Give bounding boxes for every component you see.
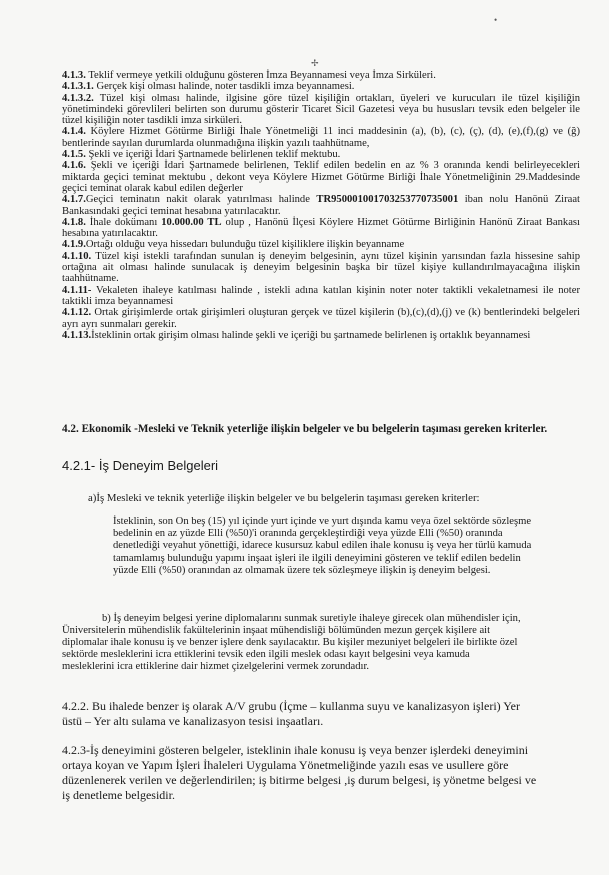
criteria-line: yüzde Elli (%50) oranından az olmamak üzere tek sözleşmeye ilişkin iş deneyim belgesi. [113, 564, 491, 576]
paragraph-4-2-2-line: 4.2.2. Bu ihalede benzer iş olarak A/V grubu (İçme – kullanma suyu ve kanalizasyon işleri) Yer [62, 699, 520, 713]
paragraph-b [62, 613, 580, 673]
scan-dot-mark: • [494, 15, 498, 25]
paragraph-4-2-2 [62, 699, 582, 729]
stamp-mark: ✢ [311, 58, 319, 68]
paragraph-4-2-3 [62, 743, 582, 803]
criteria-line: tamamlamış bulunduğu yapımı inşaat işleri ile ilgili deneyimini gösteren ve teklif edilen bedelin [113, 552, 521, 564]
item-4-1-4: 4.1.4. Köylere Hizmet Götürme Birliği İhale Yönetmeliği 11 inci maddesinin (a), (b), (c), (ç), (d), (e),(f),(g) ve (ğ) bentlerinde sayılan durumlarda olunmadığına ilişkin yazılı taahhütname, [62, 126, 580, 149]
section-4-2-1-heading: 4.2.1- İş Deneyim Belgeleri [62, 458, 219, 473]
paragraph-b-line: b) İş deneyim belgesi yerine diplomalarını sunmak suretiyle ihaleye girecek olan mühendisler için, [102, 613, 521, 624]
experience-criteria-block [113, 516, 569, 577]
item-4-1-11: 4.1.11- Vekaleten ihaleye katılması halinde , istekli adına katılan kişinin noter noter taktikli vekaletnamesi ile noter taktikli imza beyannamesi [62, 284, 580, 307]
section-4-2-heading: 4.2. Ekonomik -Mesleki ve Teknik yeterliğe ilişkin belgeler ve bu belgelerin taşıması gereken kriterler. [62, 423, 548, 435]
item-4-1-7: 4.1.7.Geçici teminatın nakit olarak yatırılması halinde TR950001001703253770735001 iban nolu Hanönü Ziraat Bankasındaki geçici teminat hesabına yatırılacaktır. [62, 194, 580, 217]
criteria-line: denetlediği veyahut yönettiği, idarece kusursuz kabul edilen ihale konusu iş veya her türlü kamuda [113, 540, 532, 552]
paragraph-4-2-3-line: iş denetleme belgesidir. [62, 788, 175, 802]
criteria-line: İsteklinin, son On beş (15) yıl içinde yurt içinde ve yurt dışında kamu veya özel sektörde sözleşme [113, 516, 532, 527]
item-4-1-9: 4.1.9.Ortağı olduğu veya hissedarı bulunduğu tüzel kişiliklere ilişkin beyanname [62, 239, 405, 251]
paragraph-4-2-3-line: ortaya koyan ve Yapım İşleri İhaleleri Uygulama Yönetmeliğinde yazılı esas ve usullere göre [62, 758, 509, 772]
item-4-1-3-1: 4.1.3.1. Gerçek kişi olması halinde, noter tasdikli imza beyannamesi. [62, 81, 355, 93]
criteria-line: bedelinin en az yüzde Elli (%50)'i oranında gerçekleştirdiği veya yüzde Elli (%50) oranında [113, 528, 503, 540]
item-4-1-3: 4.1.3. Teklif vermeye yetkili olduğunu gösteren İmza Beyannamesi veya İmza Sirküleri. [62, 70, 436, 81]
item-4-1-13: 4.1.13.İsteklinin ortak girişim olması halinde şekli ve içeriği bu şartnamede belirlenen iş ortaklık beyannamesi [62, 329, 531, 341]
item-4-1-3-2: 4.1.3.2. Tüzel kişi olması halinde, ilgisine göre tüzel kişiliğin ortakları, üyeleri ve kurucuları ile tüzel kişiliğin yönetimindeki görevlileri belirten son durumu gösterir Ticaret Sicil Gazetesi veya bu hususları tevsik eden belgeler ile tüzel kişiliğin noter tasdikli imza sirküleri. [62, 92, 580, 127]
paragraph-4-2-3-line: düzenlenerek verilen ve değerlendirilen; iş bitirme belgesi ,iş durum belgesi, iş yönetme belgesi ve [62, 773, 537, 787]
item-4-1-12: 4.1.12. Ortak girişimlerde ortak girişimleri oluşturan gerçek ve tüzel kişilerin (b),(c),(d),(j) ve (k) bentlerindeki belgeleri ayrı ayrı sunmaları gerekir. [62, 307, 580, 330]
item-4-1-8: 4.1.8. İhale dokümanı 10.000.00 TL olup , Hanönü İlçesi Köylere Hizmet Götürme Birliğinin Hanönü Ziraat Bankası hesabına yatırılacaktır. [62, 216, 580, 240]
item-4-1-6: 4.1.6. Şekli ve içeriği İdari Şartnamede belirlenen, Teklif edilen bedelin en az % 3 oranında kendi belirleyecekleri miktarda geçici teminat mektubu , dekont veya Köylere Hizmet Götürme Birliği İhale Yönetmeliğinin 29.Maddesinde geçici teminat olarak kabul edilen değerler [62, 160, 580, 194]
paragraph-b-line: diplomalar ihale konusu iş ve benzer işlere denk sayılacaktır. Bu kişiler mezuniyet belgeleri ile birlikte özel [62, 637, 518, 649]
paragraph-4-2-2-line: üstü – Yer altı sulama ve kanalizasyon tesisi inşaatları. [62, 714, 324, 728]
paragraph-a: a)İş Mesleki ve teknik yeterliğe ilişkin belgeler ve bu belgelerin taşıması gereken kriterler: [88, 492, 480, 504]
paragraph-4-2-3-line: 4.2.3-İş deneyimini gösteren belgeler, isteklinin ihale konusu iş veya benzer işlerdeki deneyimini [62, 743, 529, 757]
paragraph-b-line: Üniversitelerin mühendislik fakültelerinin inşaat mühendisliği bölümünden mezun gerçek kişilere ait [62, 625, 491, 637]
section-4-1-items [62, 70, 580, 341]
item-4-1-5: 4.1.5. Şekli ve içeriği İdari Şartnamede belirlenen teklif mektubu. [62, 149, 341, 161]
paragraph-b-line: sektörde mesleklerini icra ettiklerini tevsik eden ilgili meslek odası kayıt belgesini veya kamuda [62, 649, 470, 661]
item-4-1-10: 4.1.10. Tüzel kişi istekli tarafından sunulan iş deneyim belgesinin, aynı tüzel kişinin yarısından fazla hissesine sahip ortağına ait olması halinde sunulacak iş deneyim belgesinin başka bir tüzel kişiye kullandırılmayacağına ilişkin taahhütname. [62, 250, 580, 285]
paragraph-b-line: mesleklerini icra ettiklerine dair hizmet çizelgelerini vermek zorundadır. [62, 661, 370, 673]
